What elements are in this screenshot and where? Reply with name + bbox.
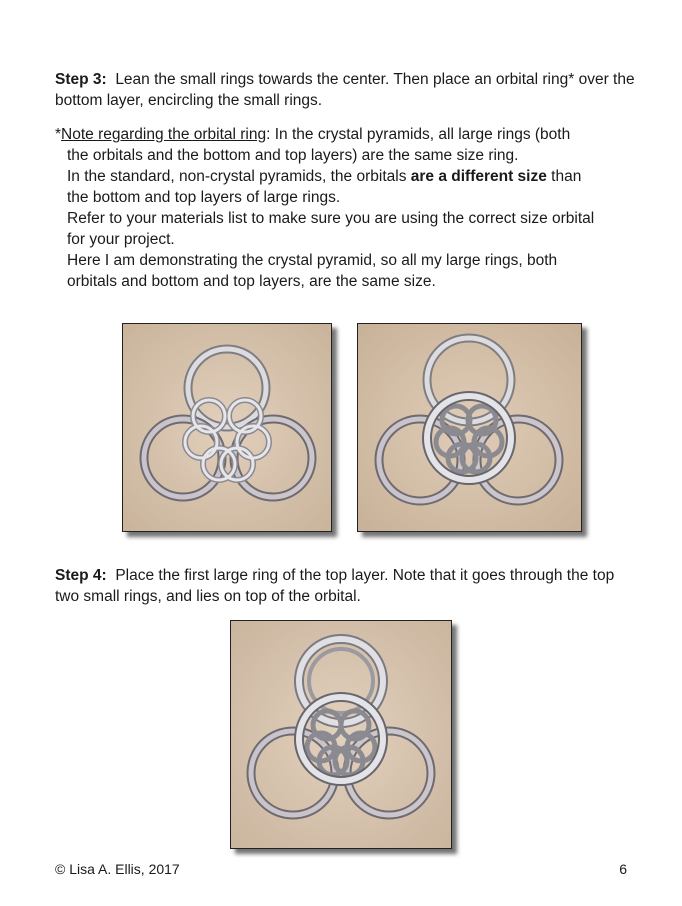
note-asterisk: * <box>55 126 62 143</box>
note-line-1: : In the crystal pyramids, all large rings (both <box>266 126 571 143</box>
step-4-label: Step 4: <box>55 567 107 584</box>
footer-copyright: © Lisa A. Ellis, 2017 <box>55 861 180 877</box>
note-heading: Note regarding the orbital ring <box>61 126 267 143</box>
step-3-photo-small-rings <box>122 323 332 532</box>
note-emphasis: are a different size <box>410 168 547 185</box>
step-4-text: Place the first large ring of the top layer. Note that it goes through the top two small rings, and lies on top of the orbital. <box>55 567 615 605</box>
note-line-8: orbitals and bottom and top layers, are the same size. <box>67 273 436 290</box>
note-line-2: the orbitals and the bottom and top layers) are the same size ring. <box>67 147 519 164</box>
note-line-5: Refer to your materials list to make sure you are using the correct size orbital <box>67 210 595 227</box>
page-number: 6 <box>619 861 627 877</box>
step-3-photo-orbital-ring <box>357 323 582 532</box>
note-line-3-start: In the standard, non-crystal pyramids, the orbitals <box>67 168 411 185</box>
note-line-7: Here I am demonstrating the crystal pyramid, so all my large rings, both <box>67 252 558 269</box>
step-3-text: Lean the small rings towards the center. Then place an orbital ring* over the bottom layer, encircling the small rings. <box>55 71 635 109</box>
step-3-paragraph <box>55 69 635 111</box>
note-line-3 <box>55 166 645 187</box>
step-4-photo-top-ring <box>230 620 452 849</box>
step-3-label: Step 3: <box>55 71 107 88</box>
step-4-paragraph <box>55 565 635 607</box>
note-line-4: the bottom and top layers of large rings. <box>67 189 341 206</box>
orbital-ring-note <box>55 124 645 292</box>
note-line-3-end: than <box>546 168 582 185</box>
note-line-6: for your project. <box>67 231 175 248</box>
